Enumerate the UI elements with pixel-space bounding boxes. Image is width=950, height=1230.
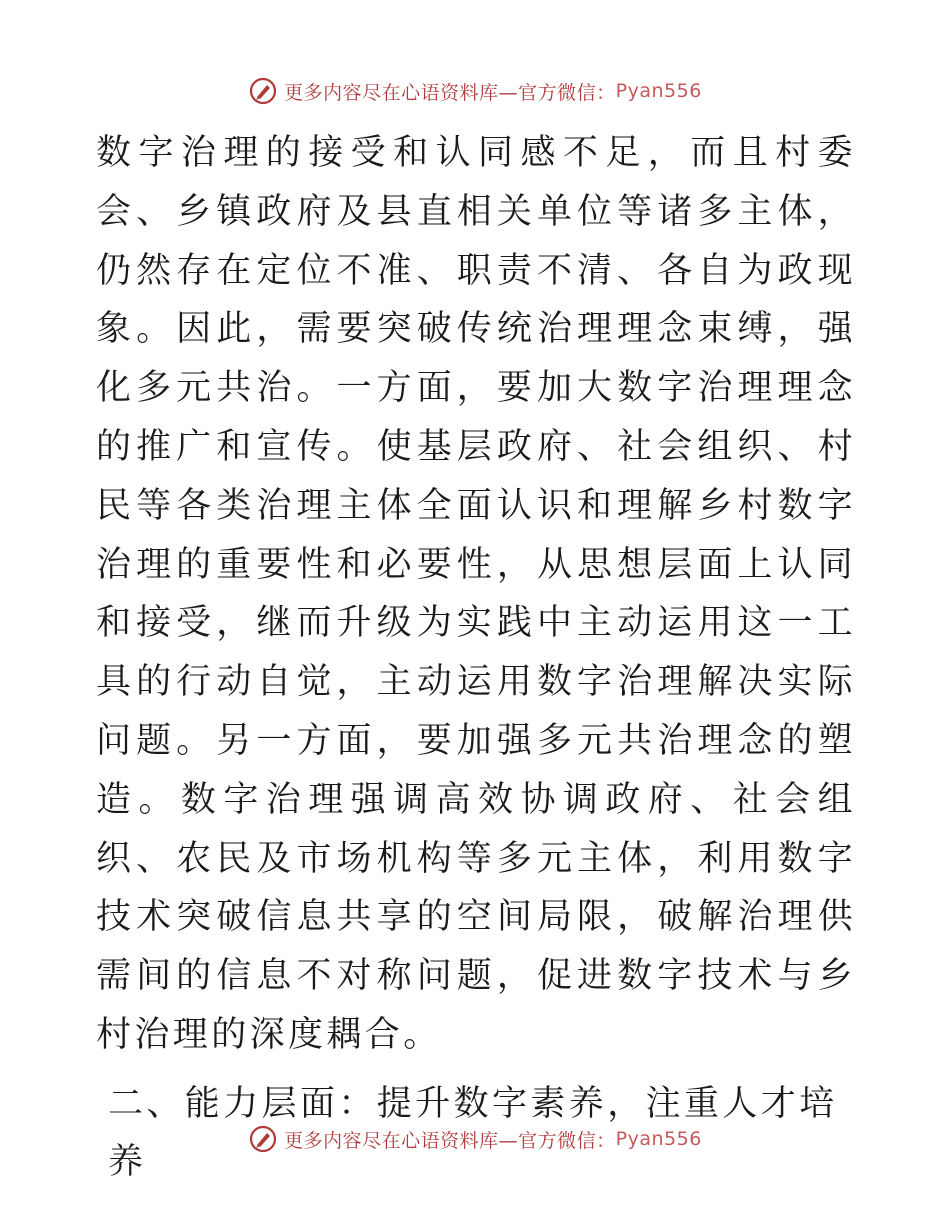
header-banner-text: 更多内容尽在心语资料库—官方微信： [284, 81, 616, 104]
section-heading: 二、能力层面：提升数字素养，注重人才培养 [108, 1083, 838, 1182]
footer-banner [0, 1119, 950, 1159]
brush-pen-logo-icon [248, 76, 278, 106]
body-paragraph: 数字治理的接受和认同感不足，而且村委会、乡镇政府及县直相关单位等诸多主体，仍然存在定位不准、职责不清、各自为政现象。因此，需要突破传统治理理念束缚，强化多元共治。一方面，要加大数字治理理念的推广和宣传。使基层政府、社会组织、村民等各类治理主体全面认识和理解乡村数字治理的重要性和必要性，从思想层面上认同和接受，继而升级为实践中主动运用这一工具的行动自觉，主动运用数字治理解决实际问题。另一方面，要加强多元共治理念的塑造。数字治理强调高效协调政府、社会组织、农民及市场机构等多元主体，利用数字技术突破信息共享的空间局限，破解治理供需间的信息不对称问题，促进数字技术与乡村治理的深度耦合。 [96, 133, 856, 1055]
brush-pen-logo-icon [248, 1124, 278, 1154]
footer-banner-text: 更多内容尽在心语资料库—官方微信： [284, 1129, 616, 1152]
header-banner [0, 71, 950, 111]
document-body [96, 124, 856, 1191]
header-wechat-id: Pyan556 [615, 80, 702, 102]
footer-wechat-id: Pyan556 [615, 1128, 702, 1150]
